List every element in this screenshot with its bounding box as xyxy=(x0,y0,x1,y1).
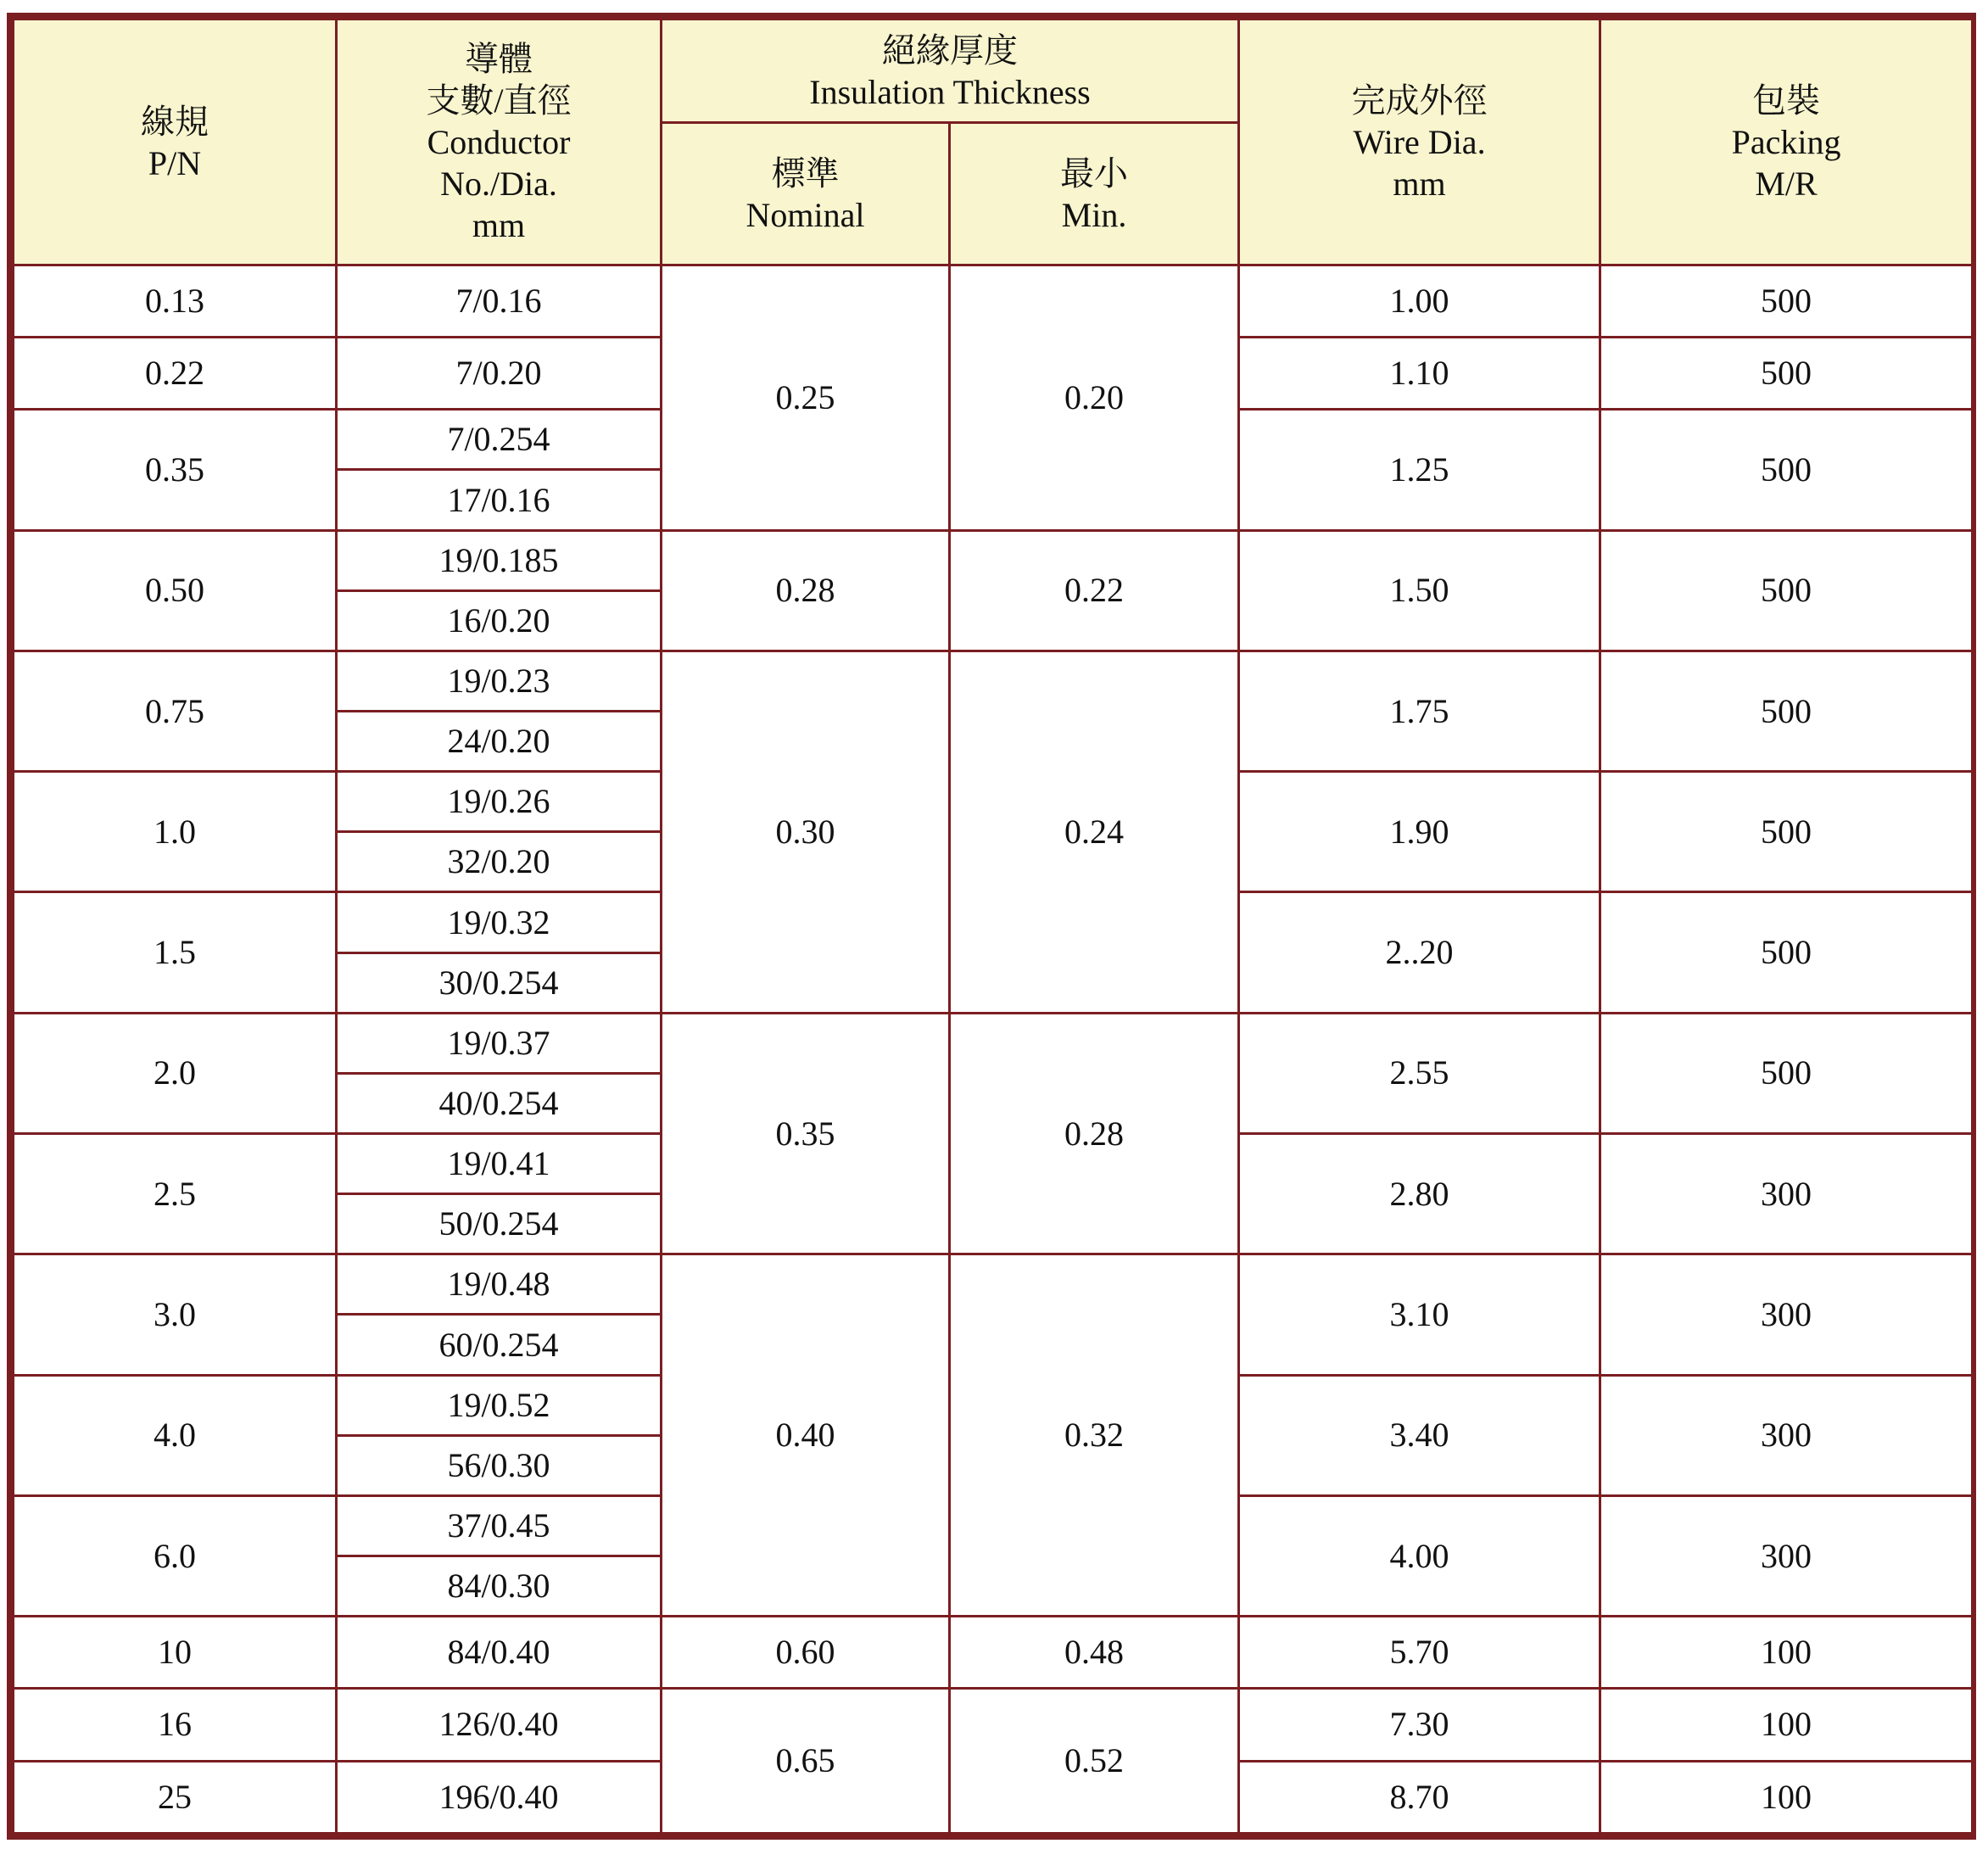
cell-pn: 4.0 xyxy=(14,1375,337,1495)
header-packing-unit: M/R xyxy=(1755,165,1818,203)
cell-conductor: 7/0.16 xyxy=(337,265,662,338)
header-insulation-en: Insulation Thickness xyxy=(809,72,1091,111)
cell-pn: 1.5 xyxy=(14,892,337,1013)
cell-pn: 10 xyxy=(14,1617,337,1689)
header-wire-dia-en: Wire Dia. xyxy=(1353,123,1486,161)
cell-conductor: 40/0.254 xyxy=(337,1073,662,1133)
table-frame xyxy=(7,13,1976,1840)
cell-packing: 500 xyxy=(1600,772,1973,892)
cell-nominal: 0.35 xyxy=(662,1013,950,1254)
cell-wire-dia: 7.30 xyxy=(1239,1689,1600,1761)
cell-wire-dia: 1.00 xyxy=(1239,265,1600,338)
cell-nominal: 0.25 xyxy=(662,265,950,531)
cell-packing: 500 xyxy=(1600,530,1973,651)
cell-packing: 100 xyxy=(1600,1761,1973,1834)
cell-packing: 500 xyxy=(1600,338,1973,410)
header-conductor-zh2: 支數/直徑 xyxy=(426,81,572,120)
cell-conductor: 196/0.40 xyxy=(337,1761,662,1834)
cell-packing: 300 xyxy=(1600,1495,1973,1616)
cell-conductor: 19/0.37 xyxy=(337,1013,662,1073)
header-min xyxy=(950,123,1239,265)
wire-spec-table xyxy=(12,18,1974,1835)
cell-packing: 300 xyxy=(1600,1254,1973,1375)
cell-packing: 100 xyxy=(1600,1689,1973,1761)
header-packing-en: Packing xyxy=(1731,123,1841,161)
cell-pn: 0.13 xyxy=(14,265,337,338)
cell-packing: 300 xyxy=(1600,1134,1973,1254)
cell-conductor: 50/0.254 xyxy=(337,1194,662,1254)
header-wire-dia xyxy=(1239,20,1600,265)
table-body xyxy=(14,265,1973,1834)
cell-min: 0.20 xyxy=(950,265,1239,531)
cell-conductor: 126/0.40 xyxy=(337,1689,662,1761)
header-wire-dia-zh: 完成外徑 xyxy=(1351,81,1488,120)
cell-pn: 6.0 xyxy=(14,1495,337,1616)
cell-packing: 500 xyxy=(1600,892,1973,1013)
cell-packing: 300 xyxy=(1600,1375,1973,1495)
cell-pn: 2.5 xyxy=(14,1134,337,1254)
cell-nominal: 0.40 xyxy=(662,1254,950,1617)
cell-packing: 500 xyxy=(1600,410,1973,530)
cell-conductor: 84/0.30 xyxy=(337,1556,662,1617)
header-conductor-en1: Conductor xyxy=(427,123,571,161)
table-row xyxy=(14,265,1973,338)
header-conductor xyxy=(337,20,662,265)
header-nominal-zh: 標準 xyxy=(771,154,840,193)
header-conductor-zh1: 導體 xyxy=(465,40,533,78)
cell-conductor: 17/0.16 xyxy=(337,470,662,530)
cell-pn: 0.35 xyxy=(14,410,337,530)
table-row xyxy=(14,530,1973,590)
header-pn-en: P/N xyxy=(148,143,202,182)
header-conductor-unit: mm xyxy=(472,206,526,244)
header-conductor-en2: No./Dia. xyxy=(440,165,557,203)
cell-pn: 0.22 xyxy=(14,338,337,410)
table-row xyxy=(14,1254,1973,1315)
cell-conductor: 16/0.20 xyxy=(337,590,662,651)
cell-conductor: 32/0.20 xyxy=(337,832,662,892)
cell-min: 0.22 xyxy=(950,530,1239,651)
cell-wire-dia: 1.50 xyxy=(1239,530,1600,651)
cell-pn: 25 xyxy=(14,1761,337,1834)
header-insulation xyxy=(662,20,1239,123)
header-wire-dia-unit: mm xyxy=(1393,165,1446,203)
cell-conductor: 37/0.45 xyxy=(337,1495,662,1556)
table-row xyxy=(14,1617,1973,1689)
cell-conductor: 56/0.30 xyxy=(337,1435,662,1495)
cell-wire-dia: 1.75 xyxy=(1239,651,1600,771)
header-min-en: Min. xyxy=(1061,195,1127,234)
cell-wire-dia: 1.25 xyxy=(1239,410,1600,530)
cell-conductor: 19/0.32 xyxy=(337,892,662,952)
cell-conductor: 19/0.185 xyxy=(337,530,662,590)
cell-packing: 500 xyxy=(1600,265,1973,338)
cell-wire-dia: 3.10 xyxy=(1239,1254,1600,1375)
cell-nominal: 0.28 xyxy=(662,530,950,651)
table-row xyxy=(14,1689,1973,1761)
cell-min: 0.32 xyxy=(950,1254,1239,1617)
header-packing xyxy=(1600,20,1973,265)
cell-min: 0.52 xyxy=(950,1689,1239,1834)
cell-conductor: 24/0.20 xyxy=(337,712,662,772)
cell-packing: 500 xyxy=(1600,651,1973,771)
cell-conductor: 19/0.23 xyxy=(337,651,662,711)
cell-pn: 2.0 xyxy=(14,1013,337,1133)
header-pn xyxy=(14,20,337,265)
header-min-zh: 最小 xyxy=(1060,154,1128,193)
cell-wire-dia: 2.55 xyxy=(1239,1013,1600,1133)
table-row xyxy=(14,651,1973,711)
cell-wire-dia: 1.90 xyxy=(1239,772,1600,892)
header-pn-zh: 線規 xyxy=(141,102,209,141)
cell-min: 0.24 xyxy=(950,651,1239,1013)
cell-conductor: 84/0.40 xyxy=(337,1617,662,1689)
cell-conductor: 19/0.48 xyxy=(337,1254,662,1315)
cell-wire-dia: 8.70 xyxy=(1239,1761,1600,1834)
cell-pn: 3.0 xyxy=(14,1254,337,1375)
cell-conductor: 60/0.254 xyxy=(337,1315,662,1375)
cell-conductor: 19/0.26 xyxy=(337,772,662,832)
cell-pn: 16 xyxy=(14,1689,337,1761)
cell-wire-dia: 2..20 xyxy=(1239,892,1600,1013)
cell-pn: 0.75 xyxy=(14,651,337,771)
header-packing-zh: 包裝 xyxy=(1752,81,1821,120)
cell-wire-dia: 1.10 xyxy=(1239,338,1600,410)
cell-wire-dia: 3.40 xyxy=(1239,1375,1600,1495)
cell-wire-dia: 5.70 xyxy=(1239,1617,1600,1689)
cell-nominal: 0.65 xyxy=(662,1689,950,1834)
cell-min: 0.28 xyxy=(950,1013,1239,1254)
cell-min: 0.48 xyxy=(950,1617,1239,1689)
cell-nominal: 0.60 xyxy=(662,1617,950,1689)
cell-wire-dia: 2.80 xyxy=(1239,1134,1600,1254)
cell-pn: 0.50 xyxy=(14,530,337,651)
cell-conductor: 7/0.254 xyxy=(337,410,662,470)
cell-pn: 1.0 xyxy=(14,772,337,892)
header-nominal-en: Nominal xyxy=(746,195,865,234)
cell-conductor: 19/0.41 xyxy=(337,1134,662,1194)
cell-wire-dia: 4.00 xyxy=(1239,1495,1600,1616)
cell-conductor: 7/0.20 xyxy=(337,338,662,410)
cell-packing: 100 xyxy=(1600,1617,1973,1689)
table-row xyxy=(14,1013,1973,1073)
cell-conductor: 19/0.52 xyxy=(337,1375,662,1435)
header-insulation-zh: 絕緣厚度 xyxy=(882,31,1018,70)
cell-conductor: 30/0.254 xyxy=(337,952,662,1013)
header-nominal xyxy=(662,123,950,265)
cell-nominal: 0.30 xyxy=(662,651,950,1013)
cell-packing: 500 xyxy=(1600,1013,1973,1133)
